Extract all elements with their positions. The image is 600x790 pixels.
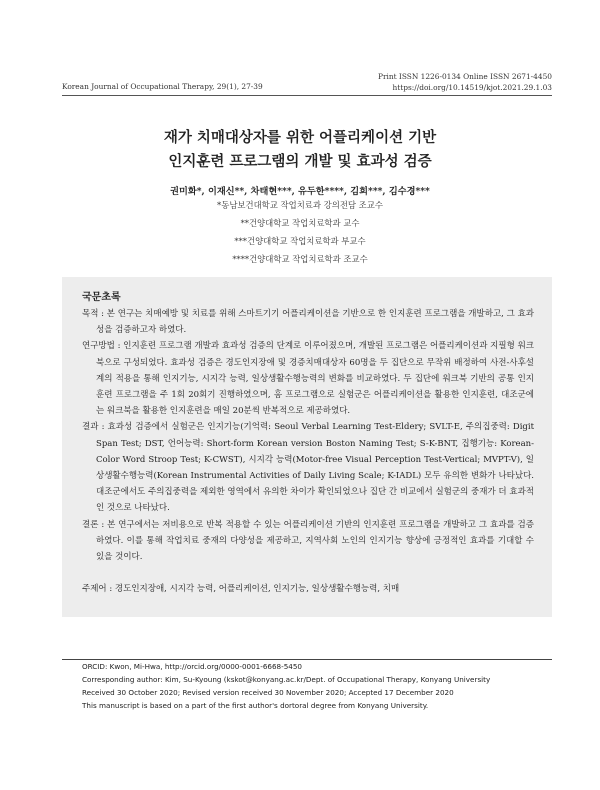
title-line-2: 인지훈련 프로그램의 개발 및 효과성 검증 — [168, 153, 432, 170]
abstract-heading: 국문초록 — [82, 292, 121, 303]
issn-line: Print ISSN 1226-0134 Online ISSN 2671-4450 — [377, 72, 552, 81]
abstract-methods: 연구방법 : 인지훈련 프로그램 개발과 효과성 검증의 단계로 이루어졌으며, 개발된 프로그램은 어플리케이션과 지필형 워크북으로 구성되었다. 효과성 검증은 경도인지장애 및 경증치매대상자 60명을 두 집단으로 무작위 배정하여 사전-사후설계의 적용을 통해 인지기능, 시지각 능력, 일상생활수행능력의 변화를 비교하였다. 두 집단에 워크북 기반의 공통 인지훈련 프로그램을 주 1회 20회기 진행하였으며, 홈 프로그램으로 실험군은 어플리케이션을 활용한 인지훈련, 대조군에는 워크북을 활용한 인지훈련을 매일 20분씩 반복적으로 제공하였다. — [82, 341, 534, 417]
footnote-rule — [62, 659, 552, 660]
header-rule — [62, 95, 552, 96]
footnote-manuscript-note: This manuscript is based on a part of the first author's dortoral degree from Konyang University. — [82, 701, 429, 710]
affiliation-2: **건양대학교 작업치료학과 교수 — [240, 218, 360, 228]
title-line-1: 재가 치매대상자를 위한 어플리케이션 기반 — [163, 129, 437, 146]
affiliation-1: *동남보건대학교 작업치료과 강의전담 조교수 — [217, 200, 383, 210]
affiliation-4: ****건양대학교 작업치료학과 조교수 — [232, 254, 368, 264]
abstract-conclusion: 결론 : 본 연구에서는 저비용으로 반복 적용할 수 있는 어플리케이션 기반의 인지훈련 프로그램을 개발하고 그 효과를 검증하였다. 이를 통해 작업치료 중재의 다양성을 제공하고, 지역사회 노인의 인지기능 향상에 긍정적인 효과를 기대할 수 있을 것이다. — [82, 519, 534, 563]
footnote-dates: Received 30 October 2020; Revised version received 30 November 2020; Accepted 17 December 2020 — [82, 688, 454, 697]
abstract-purpose: 목적 : 본 연구는 치매예방 및 치료를 위해 스마트기기 어플리케이션을 기반으로 한 인지훈련 프로그램을 개발하고, 그 효과성을 검증하고자 하였다. — [82, 309, 534, 336]
author-list: 권미화*, 이재신**, 차태현***, 유두한****, 김희***, 김수경*** — [170, 186, 430, 197]
footnote-orcid: ORCID: Kwon, Mi-Hwa, http://orcid.org/0000-0001-6668-5450 — [82, 662, 303, 671]
doi-line: https://doi.org/10.14519/kjot.2021.29.1.03 — [392, 83, 552, 92]
abstract-body — [82, 306, 534, 565]
journal-citation: Korean Journal of Occupational Therapy, 29(1), 27-39 — [62, 82, 263, 91]
keywords: 주제어 : 경도인지장애, 시지각 능력, 어플리케이션, 인지기능, 일상생활수행능력, 치매 — [82, 584, 400, 594]
affiliation-3: ***건양대학교 작업치료학과 부교수 — [234, 236, 366, 246]
footnote-corresponding: Corresponding author: Kim, Su-Kyoung (kskot@konyang.ac.kr/Dept. of Occupational Therapy, Konyang University — [82, 675, 491, 684]
abstract-results: 결과 : 효과성 검증에서 실험군은 인지기능(기억력: Seoul Verbal Learning Test-Eldery; SVLT-E, 주의집중력: Digit Span Test; DST, 언어능력: Short-form Korean version Boston Naming Test; S-K-BNT, 집행기능: Korean-Color Word Stroop Test; K-CWST), 시지각 능력(Motor-free Visual Perception Test-Vertical; MVPT-V), 일상생활수행능력(Korean Instrumental Activities of Daily Living Scale; K-IADL) 모두 유의한 변화가 나타났다. 대조군에서도 주의집중력을 제외한 영역에서 유의한 차이가 확인되었으나 집단 간 비교에서 실험군의 중재가 더 효과적인 것으로 나타났다. — [82, 422, 534, 514]
